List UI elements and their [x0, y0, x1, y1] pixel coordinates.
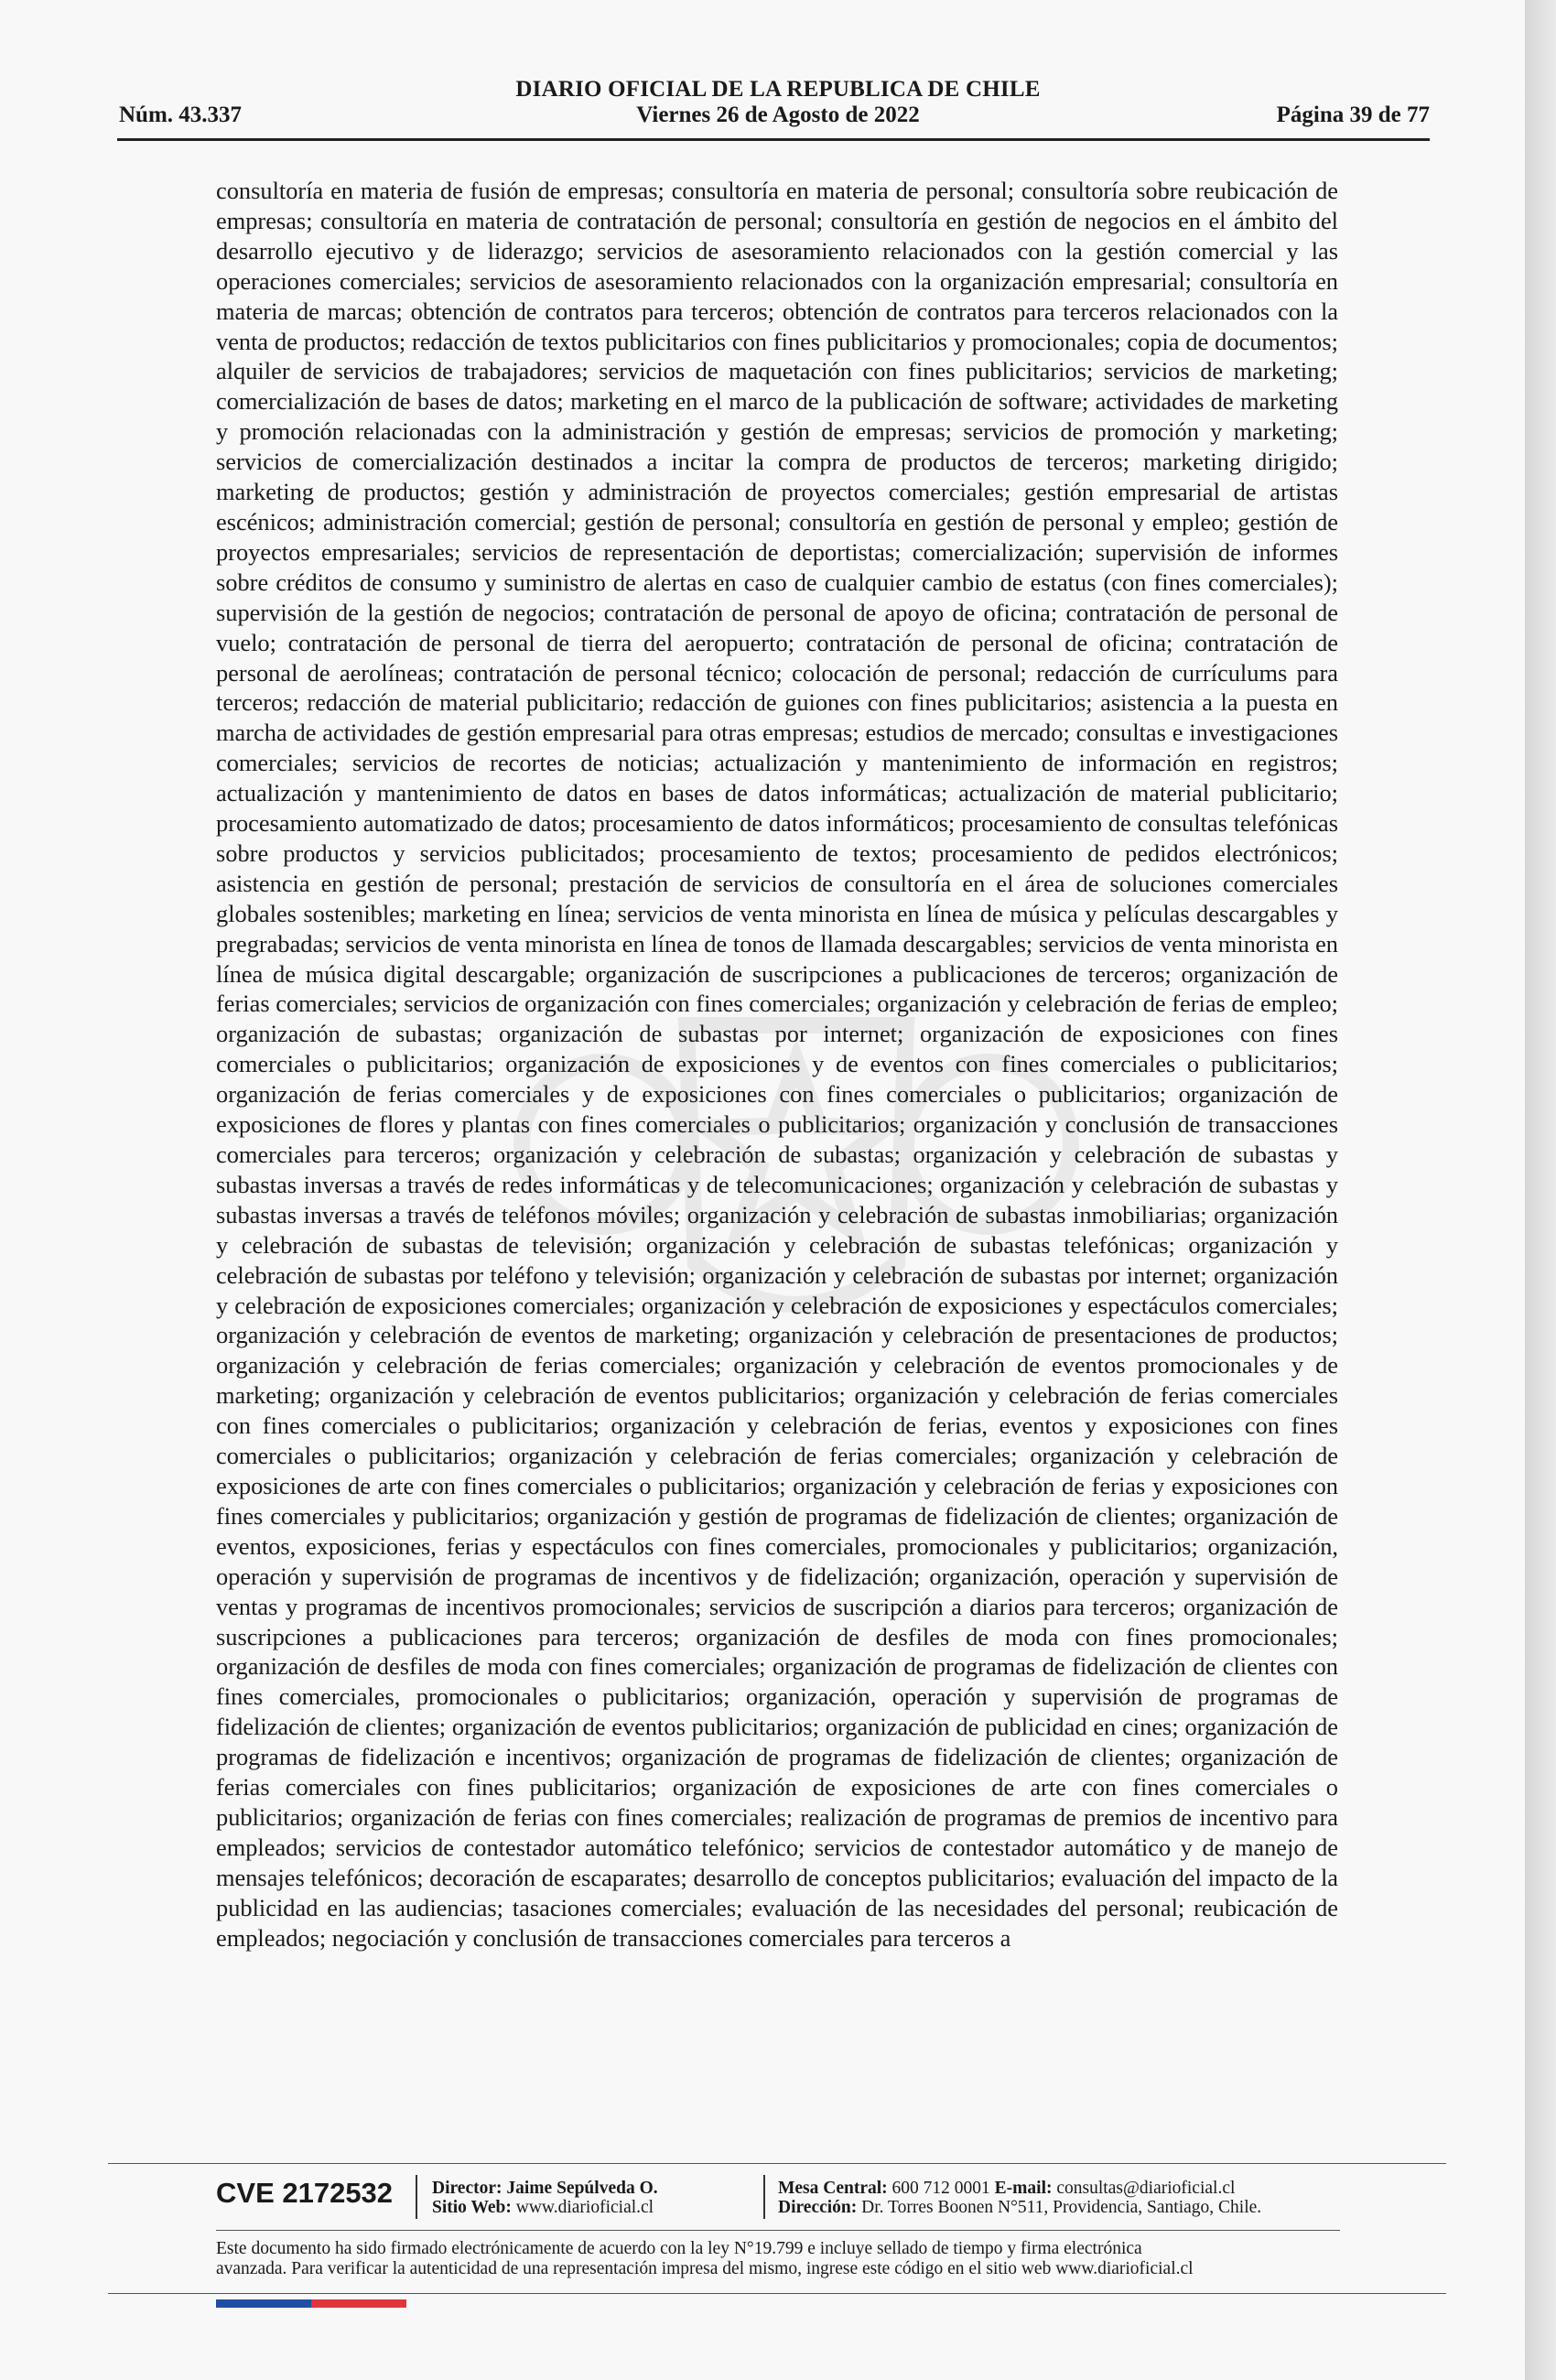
email-label: E-mail:: [994, 2179, 1053, 2198]
footer-separator: [416, 2175, 417, 2219]
footer-separator: [763, 2175, 765, 2219]
publication-title: DIARIO OFICIAL DE LA REPUBLICA DE CHILE: [515, 77, 1041, 102]
phone-label: Mesa Central:: [778, 2179, 888, 2198]
contact-block: [778, 2179, 1261, 2217]
flag-stripe-blue: [216, 2299, 311, 2308]
address-value: Dr. Torres Boonen N°511, Providencia, Santiago, Chile.: [861, 2198, 1262, 2217]
legal-notice: [216, 2239, 1351, 2279]
footer-divider-top: [108, 2163, 1446, 2164]
issue-date: Viernes 26 de Agosto de 2022: [636, 103, 920, 127]
director-label: Director:: [432, 2179, 502, 2198]
director-name: Jaime Sepúlveda O.: [506, 2179, 658, 2198]
flag-stripe-red: [311, 2299, 406, 2308]
legal-line: Este documento ha sido firmado electrónicamente de acuerdo con la ley N°19.799 e incluye sellado de tiempo y firma electrónica: [216, 2239, 1142, 2258]
footer-divider-middle: [216, 2230, 1340, 2231]
article-body: consultoría en materia de fusión de empresas; consultoría en materia de personal; consultoría sobre reubicación de empresas; consultoría en materia de contratación de personal; consultoría en gestión de negocios en el ámbito del desarrollo ejecutivo y de liderazgo; servicios de asesoramiento relacionados con la gestión comercial y las operaciones comerciales; servicios de asesoramiento relacionados con la organización empresarial; consultoría en materia de marcas; obtención de contratos para terceros; obtención de contratos para terceros relacionados con la venta de productos; redacción de textos publicitarios con fines publicitarios y promocionales; copia de documentos; alquiler de servicios de trabajadores; servicios de maquetación con fines publicitarios; servicios de marketing; comercialización de bases de datos; marketing en el marco de la publicación de software; actividades de marketing y promoción relacionadas con la administración y gestión de empresas; servicios de promoción y marketing; servicios de comercialización destinados a incitar la compra de productos de terceros; marketing dirigido; marketing de productos; gestión y administración de proyectos comerciales; gestión empresarial de artistas escénicos; administración comercial; gestión de personal; consultoría en gestión de personal y empleo; gestión de proyectos empresariales; servicios de representación de deportistas; comercialización; supervisión de informes sobre créditos de consumo y suministro de alertas en caso de cualquier cambio de estatus (con fines comerciales); supervisión de la gestión de negocios; contratación de personal de apoyo de oficina; contratación de personal de vuelo; contratación de personal de tierra del aeropuerto; contratación de personal de oficina; contratación de personal de aerolíneas; contratación de personal técnico; colocación de personal; redacción de currículums para terceros; redacción de material publicitario; redacción de guiones con fines publicitarios; asistencia a la puesta en marcha de actividades de gestión empresarial para otras empresas; estudios de mercado; consultas e investigaciones comerciales; servicios de recortes de noticias; actualización y mantenimiento de información en registros; actualización y mantenimiento de datos en bases de datos informáticas; actualización de material publicitario; procesamiento automatizado de datos; procesamiento de datos informáticos; procesamiento de consultas telefónicas sobre productos y servicios publicitados; procesamiento de textos; procesamiento de pedidos electrónicos; asistencia en gestión de personal; prestación de servicios de consultoría en el área de soluciones comerciales globales sostenibles; marketing en línea; servicios de venta minorista en línea de música y películas descargables y pregrabadas; servicios de venta minorista en línea de tonos de llamada descargables; servicios de venta minorista en línea de música digital descargable; organización de suscripciones a publicaciones de terceros; organización de ferias comerciales; servicios de organización con fines comerciales; organización y celebración de ferias de empleo; organización de subastas; organización de subastas por internet; organización de exposiciones con fines comerciales o publicitarios; organización de exposiciones y de eventos con fines comerciales o publicitarios; organización de ferias comerciales y de exposiciones con fines comerciales o publicitarios; organización de exposiciones de flores y plantas con fines comerciales o publicitarios; organización y conclusión de transacciones comerciales para terceros; organización y celebración de subastas; organización y celebración de subastas y subastas inversas a través de redes informáticas y de telecomunicaciones; organización y celebración de subastas y subastas inversas a través de teléfonos móviles; organización y celebración de subastas inmobiliarias; organización y celebración de subastas de televisión; organización y celebración de subastas telefónicas; organización y celebración de subastas por teléfono y televisión; organización y celebración de subastas por internet; organización y celebración de exposiciones comerciales; organización y celebración de exposiciones y espectáculos comerciales; organización y celebración de eventos de marketing; organización y celebración de presentaciones de productos; organización y celebración de ferias comerciales; organización y celebración de eventos promocionales y de marketing; organización y celebración de eventos publicitarios; organización y celebración de ferias comerciales con fines comerciales o publicitarios; organización y celebración de ferias, eventos y exposiciones con fines comerciales o publicitarios; organización y celebración de ferias comerciales; organización y celebración de exposiciones de arte con fines comerciales o publicitarios; organización y celebración de ferias y exposiciones con fines comerciales y publicitarios; organización y gestión de programas de fidelización de clientes; organización de eventos, exposiciones, ferias y espectáculos con fines comerciales, promocionales y publicitarios; organización, operación y supervisión de programas de incentivos y de fidelización; organización, operación y supervisión de ventas y programas de incentivos promocionales; servicios de suscripción a diarios para terceros; organización de suscripciones a publicaciones para terceros; organización de desfiles de moda con fines promocionales; organización de desfiles de moda con fines comerciales; organización de programas de fidelización de clientes con fines comerciales, promocionales o publicitarios; organización, operación y supervisión de programas de fidelización de clientes; organización de eventos publicitarios; organización de publicidad en cines; organización de programas de fidelización e incentivos; organización de programas de fidelización de clientes; organización de ferias comerciales con fines publicitarios; organización de exposiciones de arte con fines comerciales o publicitarios; organización de ferias con fines comerciales; realización de programas de premios de incentivo para empleados; servicios de contestador automático telefónico; servicios de contestador automático y de manejo de mensajes telefónicos; decoración de escaparates; desarrollo de conceptos publicitarios; evaluación del impacto de la publicidad en las audiencias; tasaciones comerciales; evaluación de las necesidades del personal; reubicación de empleados; negociación y conclusión de transacciones comerciales para terceros a: [216, 177, 1338, 1952]
legal-line: avanzada. Para verificar la autenticidad de una representación impresa del mismo, ingrese este código en el sitio web www.diarioficial.cl: [216, 2259, 1194, 2278]
cve-code: CVE 2172532: [216, 2177, 394, 2209]
page-counter: Página 39 de 77: [1276, 103, 1430, 127]
director-block: [432, 2179, 658, 2217]
issue-number: Núm. 43.337: [119, 103, 243, 127]
website-label: Sitio Web:: [432, 2198, 512, 2217]
email-link[interactable]: consultas@diarioficial.cl: [1056, 2179, 1236, 2198]
address-label: Dirección:: [778, 2198, 858, 2217]
footer-divider-bottom: [108, 2293, 1446, 2294]
website-link[interactable]: www.diarioficial.cl: [515, 2198, 654, 2217]
header-divider: [117, 138, 1430, 141]
phone-number: 600 712 0001: [891, 2179, 990, 2198]
